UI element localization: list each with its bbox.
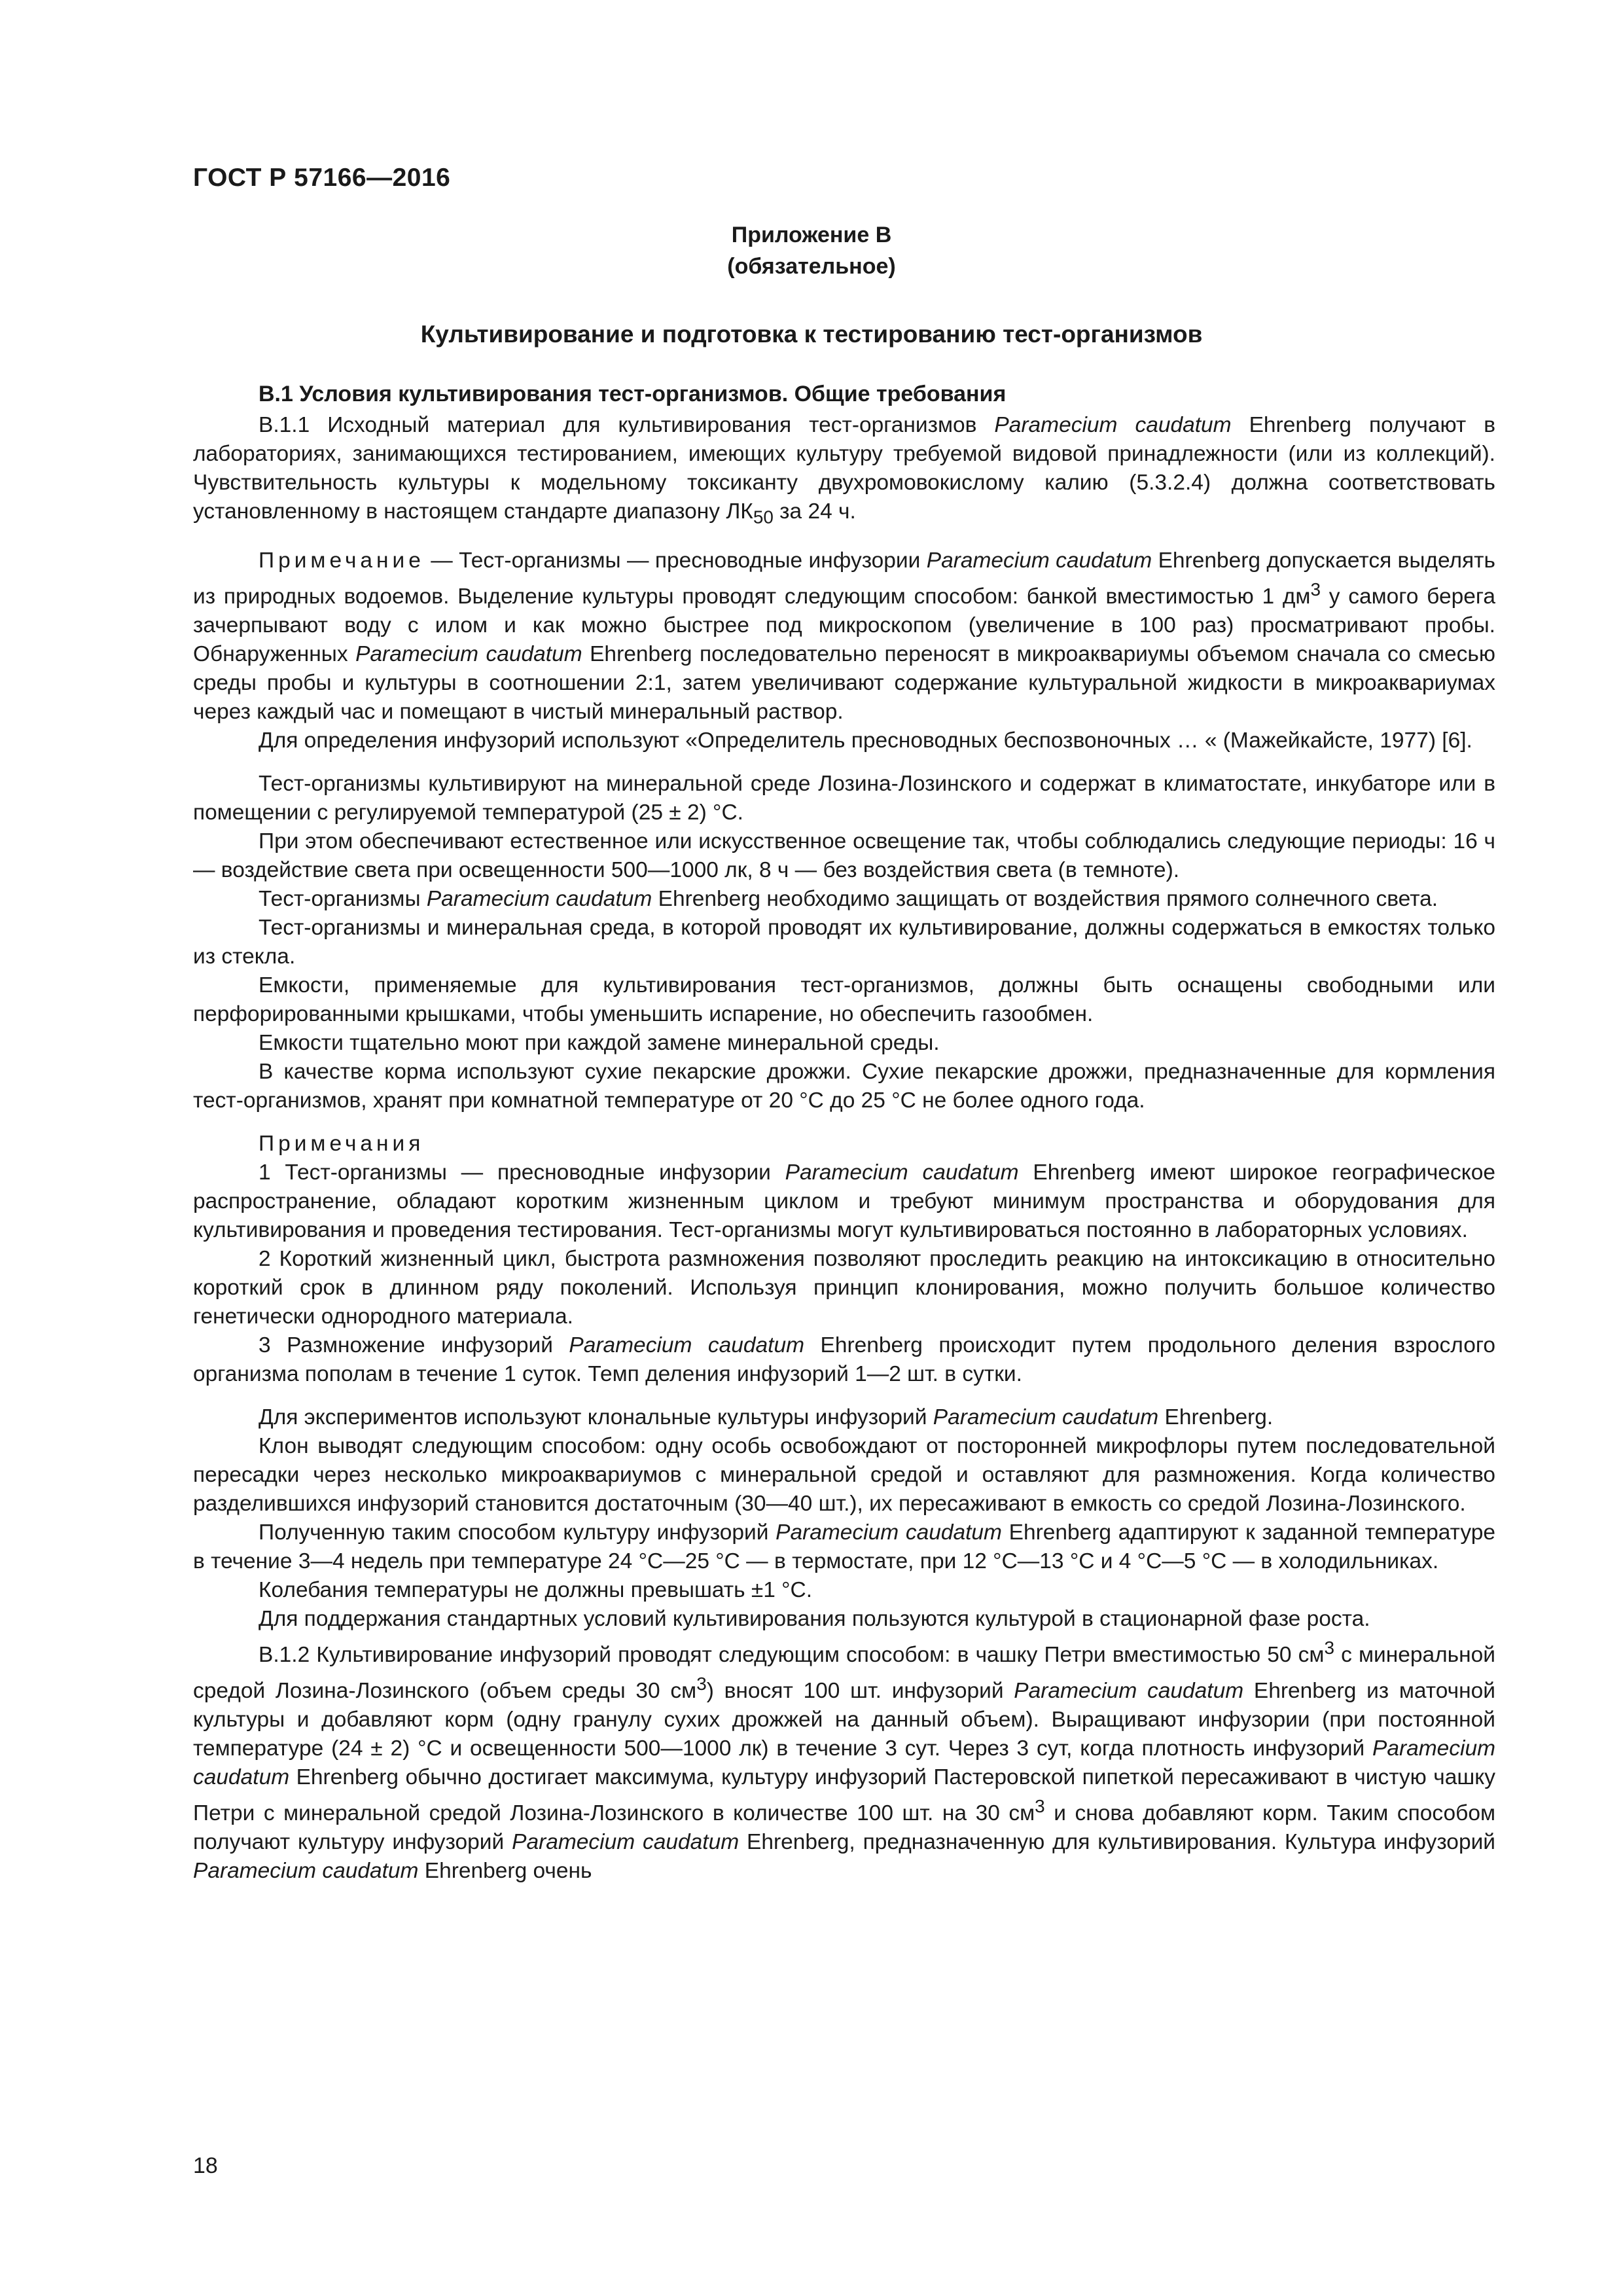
paragraph: Тест-организмы и минеральная среда, в которой проводят их культивирование, должны содержаться в емкостях только из стекла. — [193, 915, 1495, 969]
appendix-heading — [0, 219, 1623, 282]
paragraph: Клон выводят следующим способом: одну особь освобождают от посторонней микрофлоры путем последовательной пересадки через несколько микроаквариумов с минеральной средой и оставляют для размножения. Когда количество разделившихся инфузорий становится достаточным (30—40 шт.), их пересаживают в емкость со средой Лозина-Лозинского. — [193, 1433, 1495, 1516]
note-label: Примечание — [259, 548, 425, 573]
paragraph-b12: В.1.2 Культивирование инфузорий проводят следующим способом: в чашку Петри вместимостью 50 $см^3$ с минеральной средой Лозина-Лозинского (объем среды 30 $см^3$) вносят 100 шт. инфузорий Paramecium caudatum Ehrenberg из маточной культуры и добавляют корм (одну гранулу сухих дрожжей на данный объем). Выращивают инфузории (при постоянной температуре (24 ± 2) °С и освещенности 500—1000 лк) в течение 3 сут. Через 3 сут, когда плотность инфузорий Paramecium caudatum Ehrenberg обычно достигает максимума, культуру инфузорий Пастеровской пипеткой пересаживают в чистую чашку Петри с минеральной средой Лозина-Лозинского в количестве 100 шт. на 30 $см^3$ и снова добавляют корм. Таким способом получают культуру инфузорий Paramecium caudatum Ehrenberg, предназначенную для культивирования. Культура инфузорий Paramecium caudatum Ehrenberg очень — [193, 1637, 1495, 1884]
paragraph: Для экспериментов используют клональные культуры инфузорий Paramecium caudatum Ehrenberg. — [259, 1405, 1274, 1429]
paragraph: В качестве корма используют сухие пекарские дрожжи. Сухие пекарские дрожжи, предназначенные для кормления тест-организмов, хранят при комнатной температуре от 20 °С до 25 °С не более одного года. — [193, 1059, 1495, 1113]
page-number: 18 — [193, 2153, 218, 2178]
note-reference: Для определения инфузорий используют «Определитель пресноводных беспозвоночных … « (Мажейкайсте, 1977) [6]. — [259, 728, 1472, 753]
paragraph: Полученную таким способом культуру инфузорий Paramecium caudatum Ehrenberg адаптируют к заданной температуре в течение 3—4 недель при температуре 24 °С—25 °С — в термостате, при 12 °С—13 °С и 4 °С—5 °С — в холодильниках. — [193, 1520, 1495, 1573]
notes-label: Примечания — [259, 1131, 425, 1156]
paragraph-b11: В.1.1 Исходный материал для культивирования тест-организмов Paramecium caudatum Ehrenberg получают в лабораториях, занимающихся тестированием, имеющих культуру требуемой видовой принадлежности (или из коллекций). Чувствительность культуры к модельному токсиканту двухромовокислому калию (5.3.2.4) должна соответствовать установленному в настоящем стандарте диапазону $ЛК_{50}$ за 24 ч. — [193, 413, 1495, 528]
appendix-label: Приложение В — [731, 223, 892, 247]
paragraph: Для поддержания стандартных условий культивирования пользуются культурой в стационарной фазе роста. — [259, 1606, 1370, 1631]
paragraph: Колебания температуры не должны превышать ±1 °С. — [259, 1577, 813, 1602]
paragraph: Емкости тщательно моют при каждой замене минеральной среды. — [259, 1030, 940, 1055]
paragraph: При этом обеспечивают естественное или искусственное освещение так, чтобы соблюдались следующие периоды: 16 ч — воздействие света при освещенности 500—1000 лк, 8 ч — без воздействия света (в темноте). — [193, 829, 1495, 882]
paragraph: Емкости, применяемые для культивирования тест-организмов, должны быть оснащены свободными или перфорированными крышками, чтобы уменьшить испарение, но обеспечить газообмен. — [193, 973, 1495, 1026]
note-item: 3 Размножение инфузорий Paramecium caudatum Ehrenberg происходит путем продольного деления взрослого организма пополам в течение 1 суток. Темп деления инфузорий 1—2 шт. в сутки. — [193, 1333, 1495, 1386]
paragraph: Тест-организмы Paramecium caudatum Ehrenberg необходимо защищать от воздействия прямого солнечного света. — [259, 886, 1438, 911]
note-item: 2 Короткий жизненный цикл, быстрота размножения позволяют проследить реакцию на интоксикацию в относительно короткий срок в длинном ряду поколений. Используя принцип клонирования, можно получить большое количество генетически однородного материала. — [193, 1246, 1495, 1329]
appendix-status: (обязательное) — [727, 254, 896, 279]
note-item: 1 Тест-организмы — пресноводные инфузории Paramecium caudatum Ehrenberg имеют широкое географическое распространение, обладают коротким жизненным циклом и требуют минимум пространства и оборудования для культивирования и проведения тестирования. Тест-организмы могут культивироваться постоянно в лабораторных условиях. — [193, 1160, 1495, 1242]
standard-designation: ГОСТ Р 57166—2016 — [193, 164, 451, 192]
note-paragraph: Примечание — Тест-организмы — пресноводные инфузории Paramecium caudatum Ehrenberg допускается выделять из природных водоемов. Выделение культуры проводят следующим способом: банкой вместимостью 1 $дм^3$ у самого берега зачерпывают воду с илом и как можно быстрее под микроскопом (увеличение в 100 раз) просматривают пробы. Обнаруженных Paramecium caudatum Ehrenberg последовательно переносят в микроаквариумы объемом сначала со смесью среды пробы и культуры в соотношении 2:1, затем увеличивают содержание культуральной жидкости в микроаквариумах через каждый час и помещают в чистый минеральный раствор. — [193, 548, 1495, 724]
document-body — [193, 380, 1495, 1886]
paragraph: Тест-организмы культивируют на минеральной среде Лозина-Лозинского и содержат в климатостате, инкубаторе или в помещении с регулируемой температурой (25 ± 2) °С. — [193, 771, 1495, 825]
section-heading: В.1 Условия культивирования тест-организмов. Общие требования — [259, 382, 1007, 406]
appendix-title: Культивирование и подготовка к тестированию тест-организмов — [420, 321, 1203, 348]
